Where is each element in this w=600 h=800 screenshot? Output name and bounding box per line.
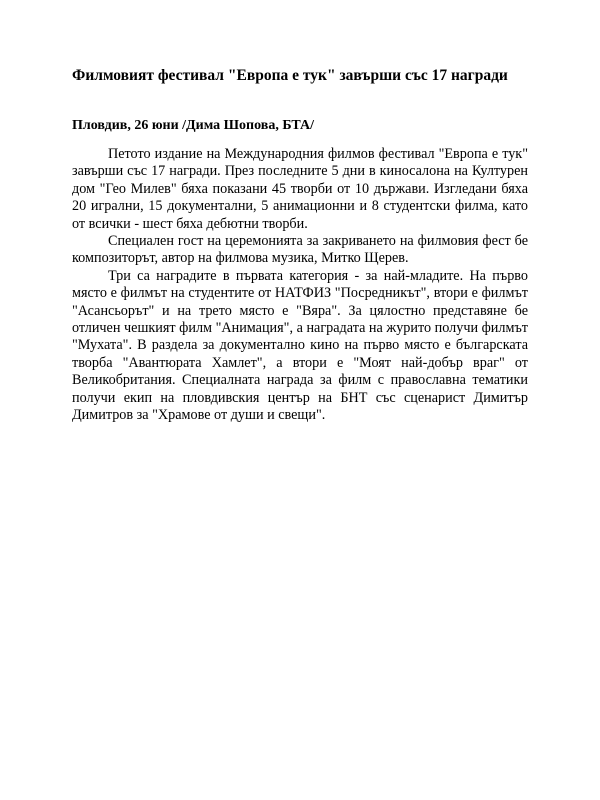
article-paragraph: Петото издание на Международния филмов фестивал "Европа е тук" завърши със 17 награди. През последните 5 дни в киносалона на Културен дом "Гео Милев" бяха показани 45 творби от 10 държави. Изгледани бяха 20 игрални, 15 документални, 5 анимационни и 8 студентски филма, като от всички - шест бяха дебютни творби.: [72, 146, 528, 232]
article-paragraph: Специален гост на церемонията за закриването на филмовия фест бе композиторът, автор на филмова музика, Митко Щерев.: [72, 233, 528, 267]
article-body: [72, 146, 528, 425]
article-paragraph: Три са наградите в първата категория - за най-младите. На първо място е филмът на студентите от НАТФИЗ "Посредникът", втори е филмът "Асансьорът" и на трето място е "Вяра". За цялостно представяне бе отличен чешкият филм "Анимация", а наградата на журито получи филмът "Мухата". В раздела за документално кино на първо място е българската творба "Авантюрата Хамлет", а втори е "Моят най-добър враг" от Великобритания. Специалната награда за филм с православна тематики получи екип на пловдивския център на БНТ със сценарист Димитър Димитров за "Храмове от души и свещи".: [72, 267, 528, 424]
article-byline: Пловдив, 26 юни /Дима Шопова, БТА/: [72, 118, 315, 133]
article-title: Филмовият фестивал "Европа е тук" завърши със 17 награди: [72, 67, 508, 84]
